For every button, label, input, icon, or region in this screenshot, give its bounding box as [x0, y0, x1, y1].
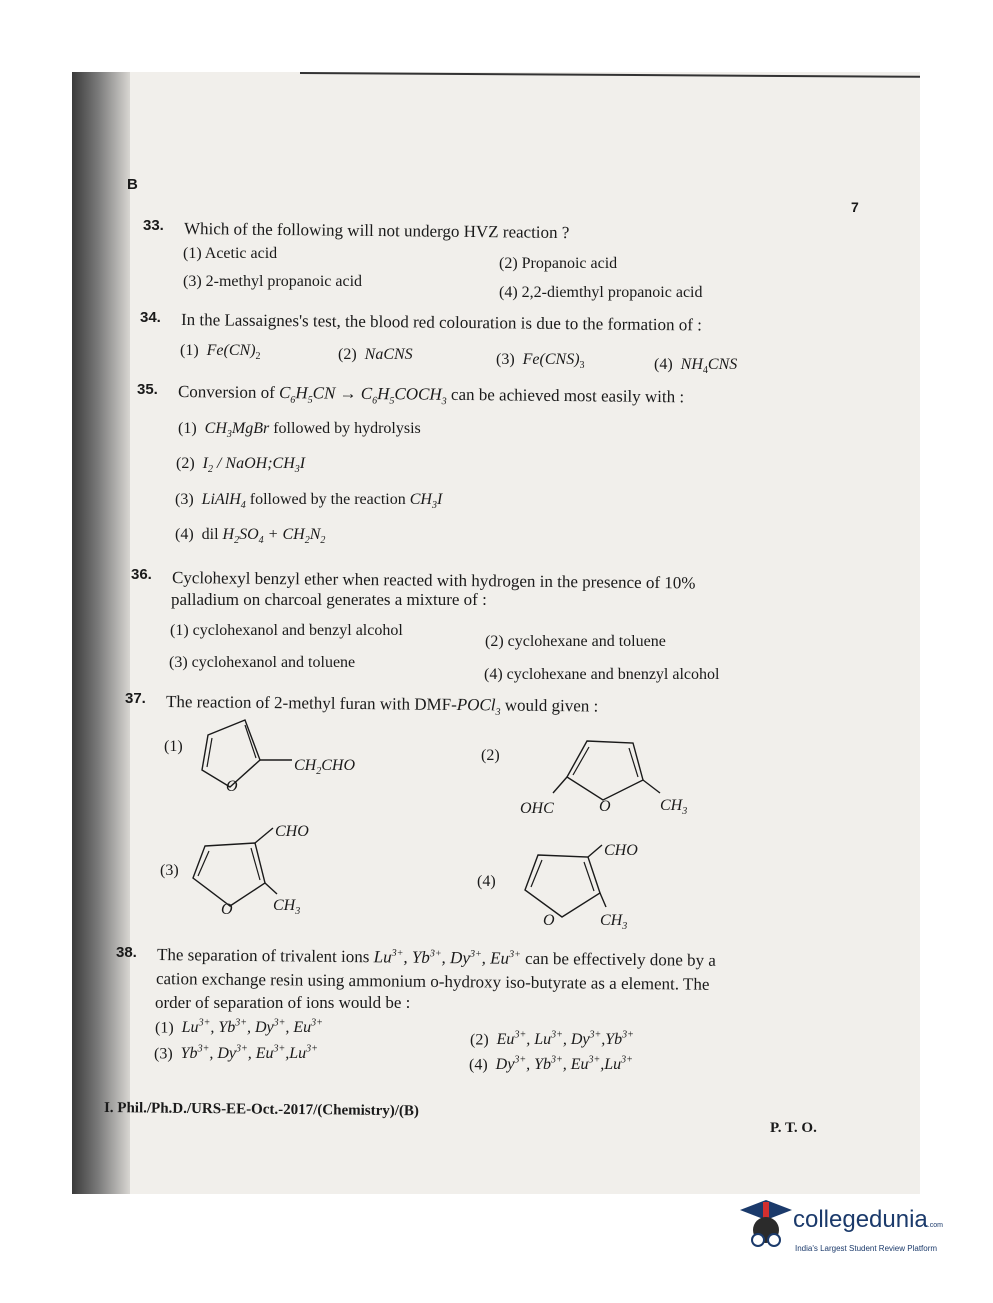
option-4: (4) $Dy^{3+}$, $Yb^{3+}$, $Eu^{3+},Lu^{3+}$: [469, 1055, 633, 1074]
svg-text:CH3: $CH_3$: [660, 797, 688, 817]
question-text: Conversion of $C_6H_5CN$ → $C_6H_5COCH_3$ can be achieved most easily with :: [177, 382, 685, 408]
logo-tagline: India's Largest Student Review Platform: [795, 1244, 938, 1253]
option-1: (1) $Lu^{3+}$, $Yb^{3+}$, $Dy^{3+}$, $Eu^{3+}$: [155, 1018, 323, 1037]
furan-structure-3: [185, 818, 345, 918]
logo-wordmark: collegedunia.com: [793, 1206, 943, 1233]
section-label: B: [127, 176, 138, 193]
svg-text:CH3: $CH_3$: [273, 897, 301, 917]
option-2: (2) $Eu^{3+}$, $Lu^{3+}$, $Dy^{3+},Yb^{3+}$: [470, 1030, 634, 1049]
collegedunia-logo-icon: [736, 1196, 796, 1256]
question-text: In the Lassaignes's test, the blood red colouration is due to the formation of :: [180, 310, 703, 335]
svg-text:OHC: OHC: [520, 800, 554, 817]
question-number: 36.: [131, 566, 152, 583]
option-4: (4) $NH_4CNS$: [654, 356, 738, 377]
option-3: (3) 2-methyl propanoic acid: [183, 273, 363, 290]
footer-code: I. Phil./Ph.D./URS-EE-Oct.-2017/(Chemistry)/(B): [103, 1100, 420, 1120]
question-text: The reaction of 2-methyl furan with DMF-POCl$_3$ would given :: [165, 692, 599, 718]
option-4-label: (4): [477, 873, 496, 890]
svg-text:CHO: CHO: [604, 842, 638, 859]
page-shadow: [72, 72, 130, 1194]
question-number: 35.: [137, 381, 158, 398]
option-4: (4) dil $H_2SO_4 + CH_2N_2$: [175, 526, 326, 547]
option-2: (2) Propanoic acid: [499, 255, 618, 272]
furan-structure-2: [515, 735, 705, 820]
option-3-label: (3): [160, 862, 179, 879]
option-4: (4) 2,2-diemthyl propanoic acid: [499, 284, 703, 301]
svg-text:O: O: [221, 901, 233, 918]
svg-text:O: O: [599, 798, 611, 815]
footer-pto: P. T. O.: [770, 1120, 817, 1136]
question-number: 38.: [116, 944, 137, 961]
svg-text:CH2CHO: $CH_2CHO$: [294, 757, 356, 777]
question-text-line: palladium on charcoal generates a mixture of :: [171, 590, 487, 609]
question-number: 37.: [125, 690, 146, 707]
question-text: Which of the following will not undergo HVZ reaction ?: [183, 219, 570, 243]
question-text-line: The separation of trivalent ions $Lu^{3+}$, $Yb^{3+}$, $Dy^{3+}$, $Eu^{3+}$ can be effectively done by a: [156, 945, 717, 970]
question-text-line: Cyclohexyl benzyl ether when reacted with hydrogen in the presence of 10%: [171, 568, 696, 593]
svg-text:O: O: [226, 778, 238, 795]
option-3: (3) LiAlH$_4$ followed by the reaction $CH_3I$: [175, 491, 443, 512]
option-2-label: (2): [481, 747, 500, 764]
option-2: (2) NaCNS: [338, 346, 413, 363]
page-number: 7: [851, 199, 859, 215]
svg-text:CH3: $CH_3$: [600, 912, 628, 932]
option-3: (3) cyclohexanol and toluene: [169, 654, 356, 671]
svg-text:CHO: CHO: [275, 823, 309, 840]
furan-structure-4: [510, 835, 680, 935]
option-3: (3) $Yb^{3+}$, $Dy^{3+}$, $Eu^{3+},Lu^{3+}$: [154, 1044, 318, 1063]
question-number: 34.: [140, 309, 161, 326]
option-1: (1) $Fe(CN)_2$: [180, 342, 261, 363]
option-4: (4) cyclohexane and bnenzyl alcohol: [484, 666, 720, 683]
option-1: (1) $CH_3MgBr$ followed by hydrolysis: [178, 420, 421, 441]
question-text-line: order of separation of ions would be :: [155, 993, 411, 1012]
option-1: (1) Acetic acid: [183, 245, 278, 262]
option-2: (2) cyclohexane and toluene: [485, 633, 666, 650]
question-number: 33.: [143, 217, 164, 234]
furan-structure-1: [190, 715, 390, 800]
option-1-label: (1): [164, 738, 183, 755]
question-text-line: cation exchange resin using ammonium o-hydroxy iso-butyrate as a element. The: [155, 969, 710, 994]
option-2: (2) $I_2$ / $NaOH;CH_3I$: [176, 455, 306, 476]
svg-text:O: O: [543, 912, 555, 929]
option-1: (1) cyclohexanol and benzyl alcohol: [170, 622, 403, 639]
option-3: (3) $Fe(CNS)_3$: [496, 351, 585, 372]
